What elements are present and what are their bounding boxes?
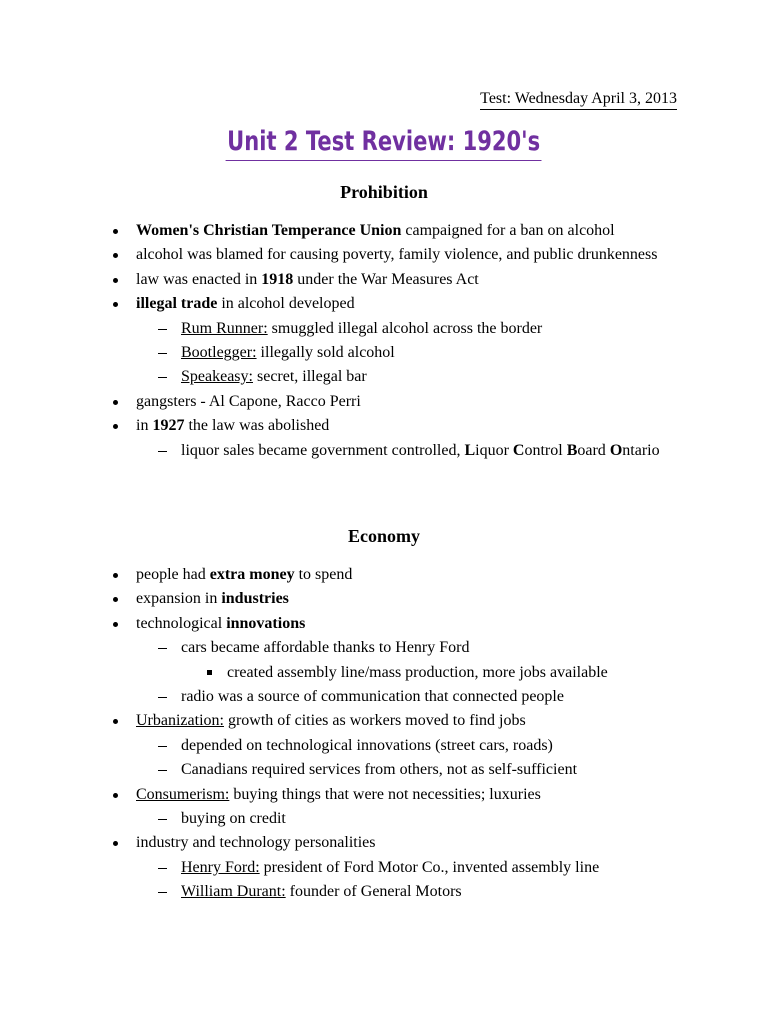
sub-list-item: Canadians required services from others, not as self-sufficient: [0, 758, 681, 782]
dash-icon: [158, 868, 167, 869]
sub-list-item: Bootlegger: illegally sold alcohol: [0, 341, 681, 365]
dash-icon: [158, 697, 167, 698]
dash-icon: [158, 892, 167, 893]
economy-list: [0, 563, 668, 905]
bullet-icon: [113, 229, 118, 234]
sub-list: [136, 636, 668, 709]
list-item: Urbanization: growth of cities as workers moved to find jobs depended on technological innovations (street cars, roads) Canadians required services from others, not as self-sufficient: [0, 709, 668, 782]
bullet-icon: [113, 400, 118, 405]
sub-list-item: Henry Ford: president of Ford Motor Co., invented assembly line: [0, 856, 681, 880]
test-date: Test: Wednesday April 3, 2013: [480, 89, 677, 110]
square-bullet-icon: [207, 670, 212, 675]
sub-list: [136, 856, 668, 905]
dash-icon: [158, 329, 167, 330]
sub-list-item: buying on credit: [0, 807, 681, 831]
sub-list-item: Speakeasy: secret, illegal bar: [0, 365, 681, 389]
sub-list: [136, 439, 668, 463]
list-item: Consumerism: buying things that were not necessities; luxuries buying on credit: [0, 783, 668, 832]
bullet-icon: [113, 302, 118, 307]
list-item: gangsters - Al Capone, Racco Perri: [0, 390, 668, 414]
list-item: Women's Christian Temperance Union campaigned for a ban on alcohol: [0, 219, 668, 243]
sub-list-item: liquor sales became government controlled, Liquor Control Board Ontario: [0, 439, 681, 463]
sub-list-item: radio was a source of communication that connected people: [0, 685, 681, 709]
list-item: people had extra money to spend: [0, 563, 668, 587]
prohibition-list: [0, 219, 668, 463]
sub-sub-list: [181, 661, 681, 685]
list-item: expansion in industries: [0, 587, 668, 611]
bullet-icon: [113, 622, 118, 627]
bullet-icon: [113, 719, 118, 724]
list-item: law was enacted in 1918 under the War Measures Act: [0, 268, 668, 292]
list-item: industry and technology personalities Henry Ford: president of Ford Motor Co., invented assembly line William Durant: founder of General Motors: [0, 831, 668, 904]
sub-list: [136, 807, 668, 831]
sub-sub-list-item: created assembly line/mass production, more jobs available: [0, 661, 687, 685]
list-item: alcohol was blamed for causing poverty, family violence, and public drunkenness: [0, 243, 668, 267]
heading-prohibition: Prohibition: [340, 182, 428, 202]
dash-icon: [158, 451, 167, 452]
sub-list-item: depended on technological innovations (street cars, roads): [0, 734, 681, 758]
page-title: Unit 2 Test Review: 1920's: [226, 124, 542, 161]
bullet-icon: [113, 424, 118, 429]
dash-icon: [158, 648, 167, 649]
heading-economy: Economy: [348, 526, 420, 546]
bullet-icon: [113, 597, 118, 602]
dash-icon: [158, 353, 167, 354]
bullet-icon: [113, 253, 118, 258]
title-container: [0, 124, 768, 161]
list-item: technological innovations cars became affordable thanks to Henry Ford created assembly line/mass production, more jobs available radio was a source of communication that connected people: [0, 612, 668, 710]
dash-icon: [158, 377, 167, 378]
sub-list-item: cars became affordable thanks to Henry Ford created assembly line/mass production, more jobs available: [0, 636, 681, 685]
bullet-icon: [113, 573, 118, 578]
bullet-icon: [113, 278, 118, 283]
dash-icon: [158, 770, 167, 771]
list-item: in 1927 the law was abolished liquor sales became government controlled, Liquor Control Board Ontario: [0, 414, 668, 463]
dash-icon: [158, 819, 167, 820]
sub-list: [136, 734, 668, 783]
sub-list: [136, 317, 668, 390]
sub-list-item: Rum Runner: smuggled illegal alcohol across the border: [0, 317, 681, 341]
list-item: illegal trade in alcohol developed Rum Runner: smuggled illegal alcohol across the border Bootlegger: illegally sold alcohol Speakeasy: secret, illegal bar: [0, 292, 668, 390]
sub-list-item: William Durant: founder of General Motors: [0, 880, 681, 904]
dash-icon: [158, 746, 167, 747]
bullet-icon: [113, 793, 118, 798]
bullet-icon: [113, 841, 118, 846]
